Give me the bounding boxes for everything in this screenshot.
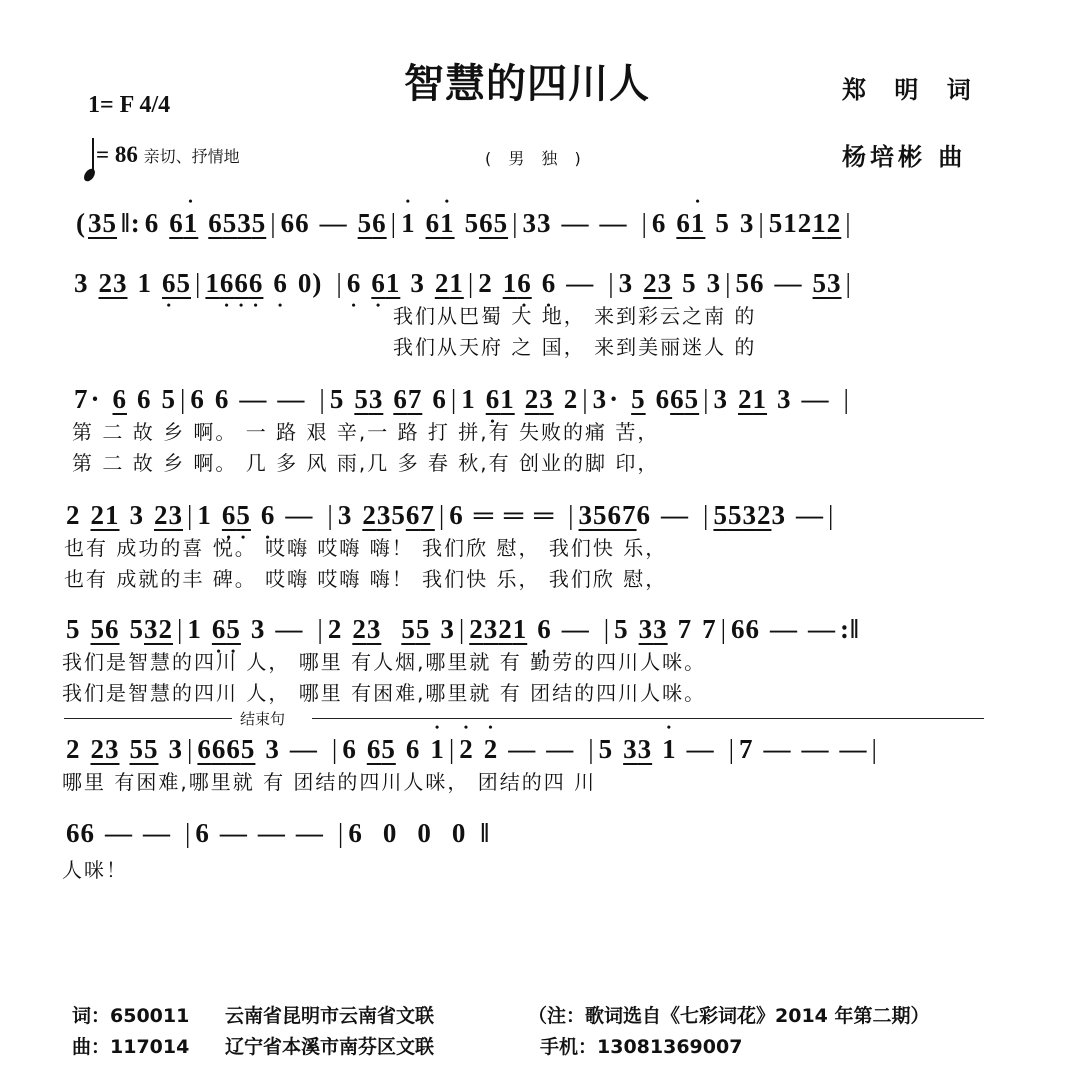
voice-designation: ( 男 独 ) [485,149,587,168]
lyric-line-6: 哪里 有困难,哪里就 有 团结的四川人咪， 团结的四 川 [62,770,597,794]
lyric-line-4-verse-2: 也有 成就的丰 碑。 哎嗨 哎嗨 嗨！ 我们快 乐， 我们欣 慰， [64,567,668,591]
key-signature: 1= F 4/4 [88,92,171,118]
footer-phone: 手机：13081369007 [540,1036,743,1058]
tempo-expression: 亲切、抒情地 [143,147,240,166]
lyric-line-3-verse-1: 第 二 故 乡 啊。 一 路 艰 辛,一 路 打 拼,有 失败的痛 苦， [72,420,660,444]
notation-line-7: 66 — — | 6 — — — | 6 0 0 0 ‖ [66,818,491,848]
footer-composer-address: 辽宁省本溪市南芬区文联 [225,1036,435,1058]
lyric-line-3-verse-2: 第 二 故 乡 啊。 几 多 风 雨,几 多 春 秋,有 创业的脚 印， [72,451,660,475]
notation-line-4: 2 21 3 23 | 1 6 •5 • 6 • — | 3 23567 | 6 ═ ═ ═ | 35676 — | 55323 — | [66,500,838,531]
footer-note: （注：歌词选自《七彩词花》2014 年第二期） [528,1005,930,1027]
lyric-line-5-verse-1: 我们是智慧的四川 人， 哪里 有人烟,哪里就 有 勤劳的四川人咪。 [62,650,707,674]
composer-credit: 杨培彬 曲 [842,143,967,171]
lyric-line-4-verse-1: 也有 成功的喜 悦。 哎嗨 哎嗨 嗨！ 我们欣 慰， 我们快 乐， [64,536,668,560]
lyric-line-2-verse-1: 我们从巴蜀 大 地， 来到彩云之南 的 [393,304,757,328]
lyric-line-5-verse-2: 我们是智慧的四川 人， 哪里 有困难,哪里就 有 团结的四川人咪。 [62,681,707,705]
lyric-line-7: 人咪！ [62,858,128,882]
footer-lyricist-zip: 词：650011 [72,1005,190,1027]
tempo-value: = 86 [96,142,138,167]
song-title: 智慧的四川人 [404,61,650,107]
tempo-marking [96,142,240,168]
notation-line-5: 5 56 532 | 1 6 •5 • 3 — | 2 23 55 3 | 2321 6 • — | 5 33 7 7 | 66 — — :‖ [66,614,864,645]
ending-bracket-left [64,718,232,719]
ending-bracket-right [312,718,984,719]
ending-label: 结束句 [240,710,286,728]
notation-line-3: 7· 6 6 5 | 6 6 — — | 5 53 67 6 | 1 6 •1 23 2 | 3· 5 665 | 3 21 3 — | [74,384,854,415]
lyricist-credit: 郑 明 词 [842,76,981,104]
notation-line-2: 3 23 1 6 •5 | 16 •6 •6 • 6 • 0) | 6 • 6 •1 3 21 | 2 16 • 6 • — | 3 23 5 3 | 56 — 53 | [74,268,856,299]
footer-lyricist-address: 云南省昆明市云南省文联 [225,1005,435,1027]
notation-line-6: 2 23 55 3 | 6665 3 — | 6 65 6 • 1 | • 2 • 2 — — | 5 33 • 1 — | 7 — — — | [66,734,882,765]
footer-composer-zip: 曲：117014 [72,1036,190,1058]
notation-line-1: (35 ‖: 6 6• 1 6535 | 66 — 56 | • 1 6• 1 565 | 33 — — | 6 6• 1 5 3 | 51212 | [74,208,856,239]
lyric-line-2-verse-2: 我们从天府 之 国， 来到美丽迷人 的 [393,335,757,359]
